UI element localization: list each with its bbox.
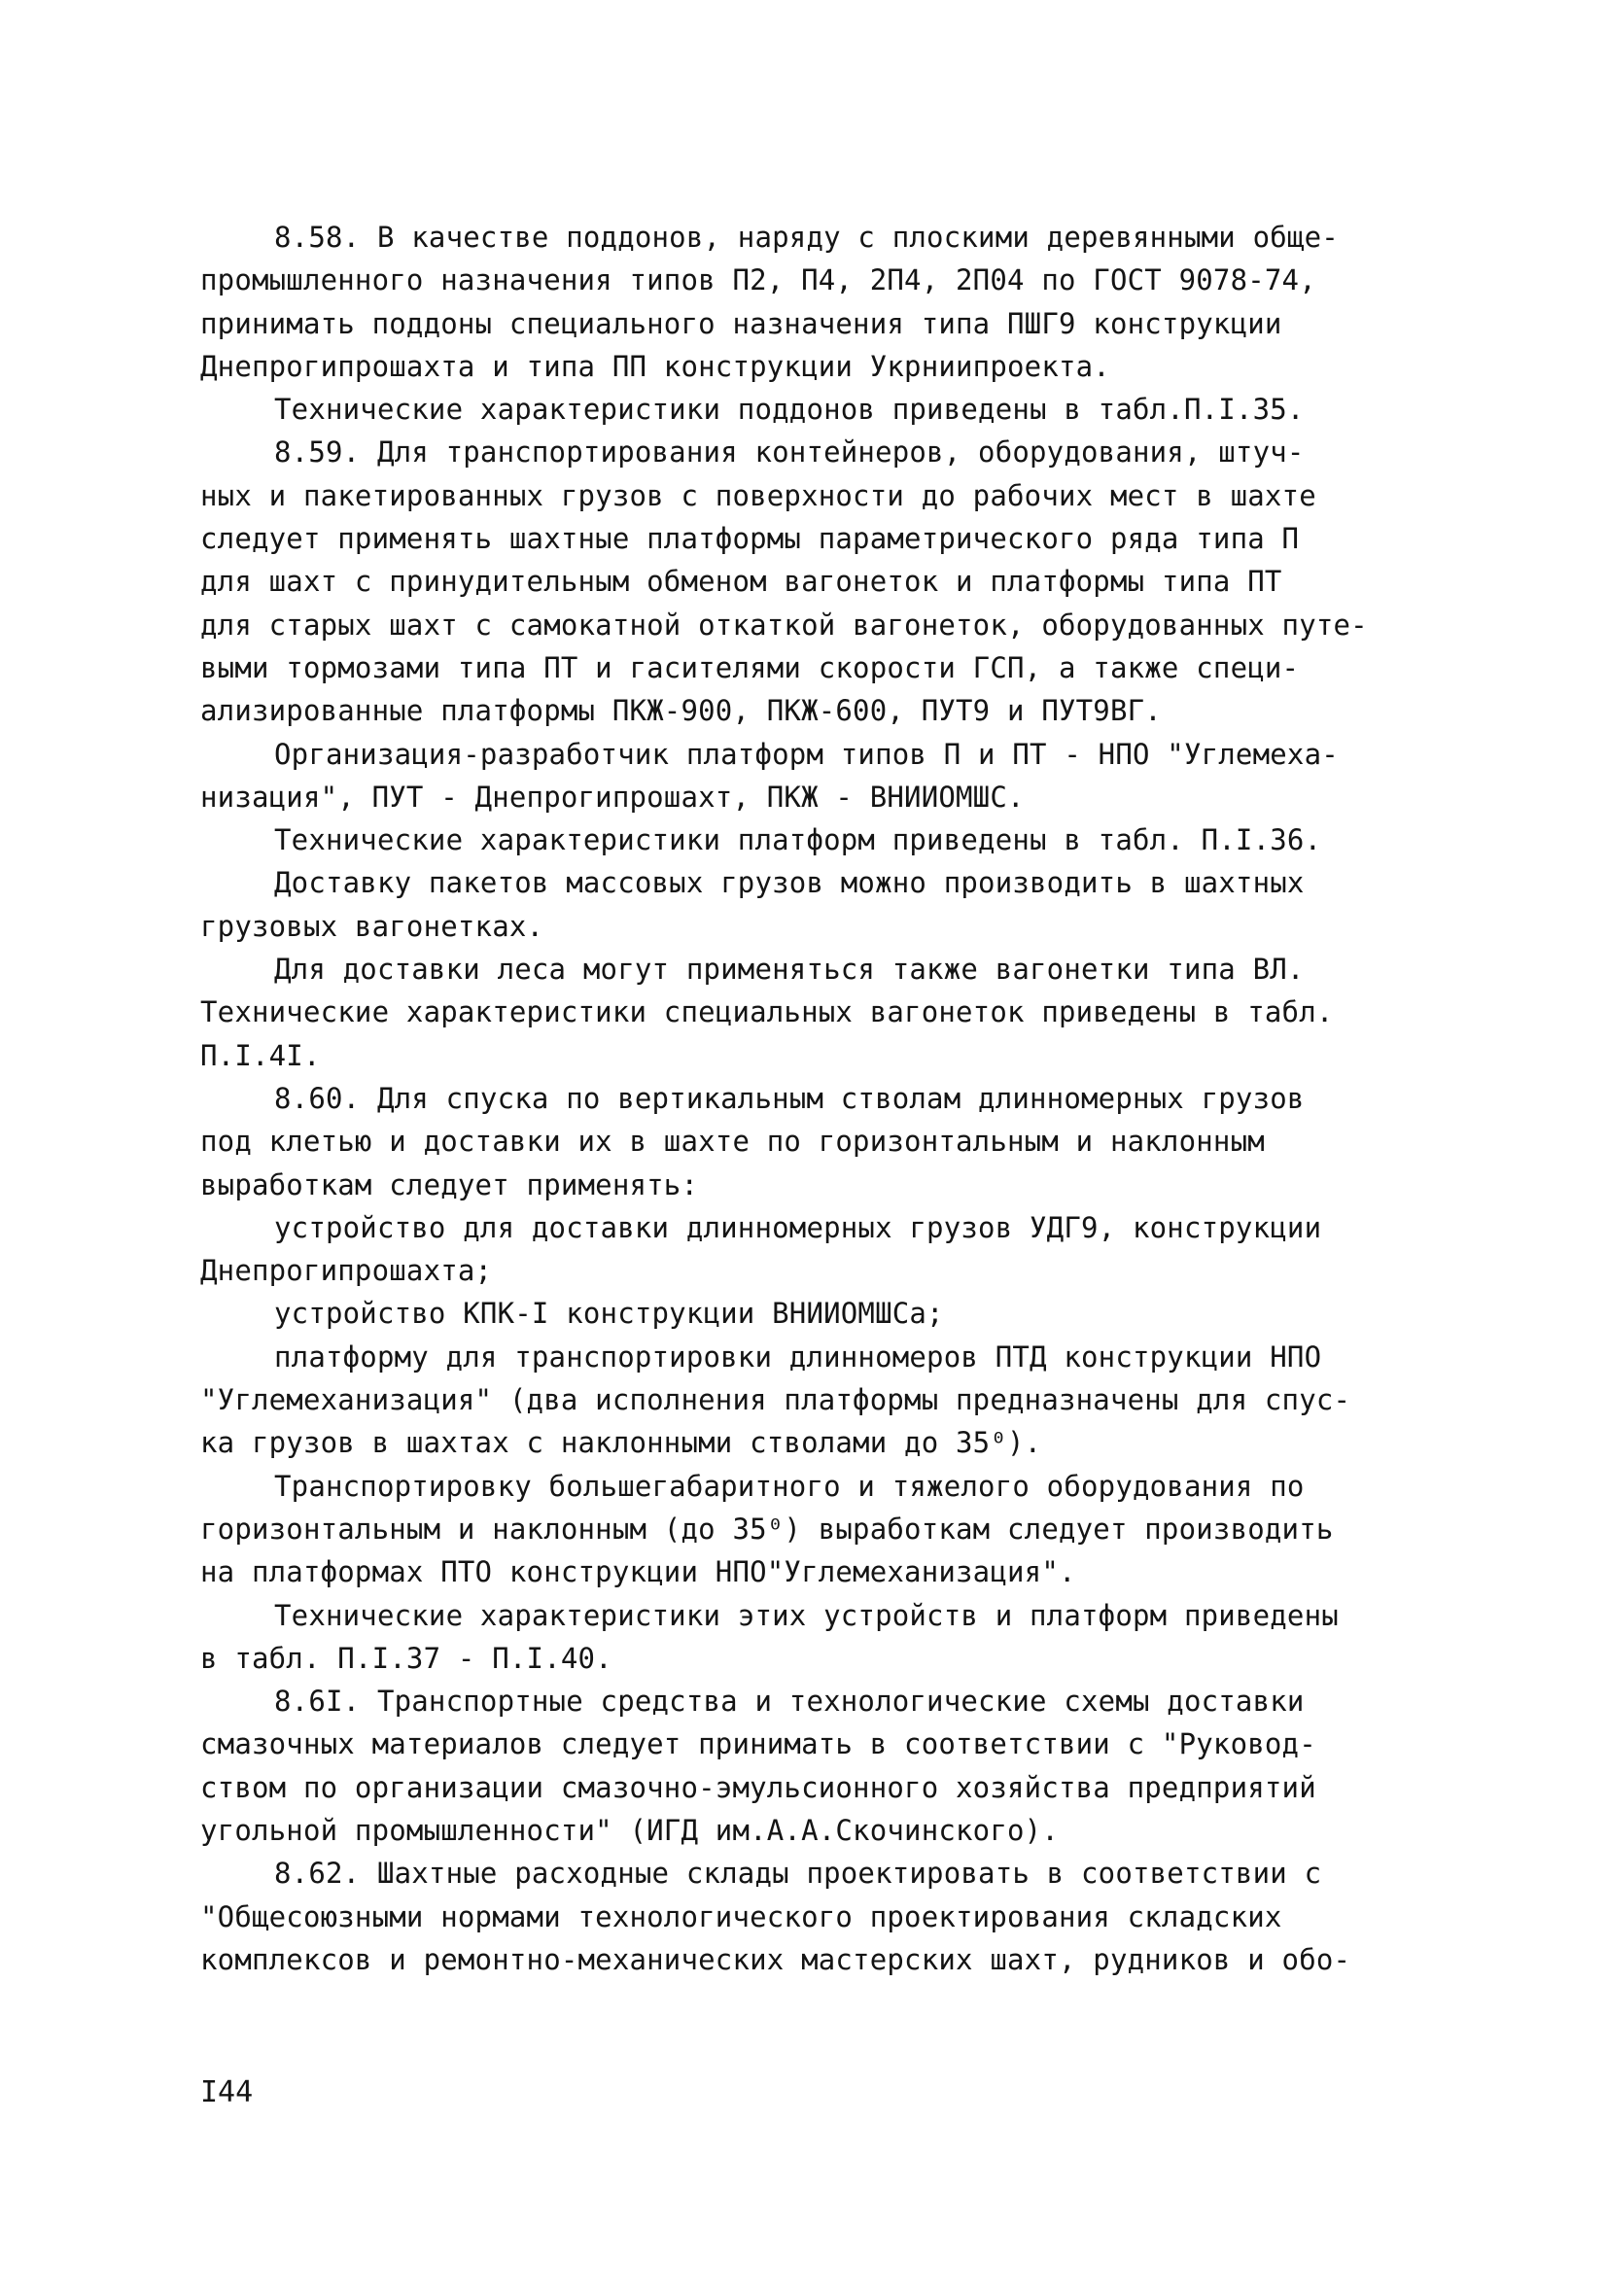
text-line: Доставку пакетов массовых грузов можно производить в шахтных	[274, 866, 1305, 900]
text-line: 8.62. Шахтные расходные склады проектировать в соответствии с	[274, 1857, 1322, 1891]
text-line: Днепрогипрошахта;	[200, 1254, 493, 1288]
text-line: устройство для доставки длинномерных грузов УДГ9, конструкции	[274, 1210, 1322, 1244]
text-line: выми тормозами типа ПТ и гасителями скорости ГСП, а также специ-	[200, 650, 1300, 684]
text-line: Транспортировку большегабаритного и тяжелого оборудования по	[274, 1469, 1305, 1503]
text-line: ством по организации смазочно-эмульсионного хозяйства предприятий	[200, 1770, 1316, 1804]
text-line: под клетью и доставки их в шахте по горизонтальным и наклонным	[200, 1125, 1265, 1159]
text-line: следует применять шахтные платформы параметрического ряда типа П	[200, 522, 1300, 556]
text-line: в табл. П.I.37 - П.I.40.	[200, 1641, 612, 1675]
text-line: "Углемеханизация" (два исполнения платформы предназначены для спус-	[200, 1383, 1351, 1417]
text-line: П.I.4I.	[200, 1038, 321, 1072]
text-line: 8.59. Для транспортирования контейнеров, оборудования, штуч-	[274, 435, 1305, 470]
text-line: низация", ПУТ - Днепрогипрошахт, ПКЖ - ВНИИОМШС.	[200, 780, 1025, 814]
text-line: устройство КПК-I конструкции ВНИИОМШСа;	[274, 1297, 944, 1331]
text-line: Днепрогипрошахта и типа ПП конструкции Укрниипроекта.	[200, 349, 1110, 383]
text-line: угольной промышленности" (ИГД им.А.А.Скочинского).	[200, 1813, 1059, 1847]
text-line: ка грузов в шахтах с наклонными стволами до 35⁰).	[200, 1426, 1042, 1460]
text-line: ализированные платформы ПКЖ-900, ПКЖ-600, ПУТ9 и ПУТ9ВГ.	[200, 694, 1162, 728]
text-line: Технические характеристики специальных вагонеток приведены в табл.	[200, 995, 1334, 1029]
text-line: Технические характеристики платформ приведены в табл. П.I.36.	[274, 823, 1322, 857]
text-line: Для доставки леса могут применяться также вагонетки типа ВЛ.	[274, 953, 1305, 987]
text-line: платформу для транспортировки длинномеров ПТД конструкции НПО	[274, 1339, 1322, 1374]
text-line: "Общесоюзными нормами технологического проектирования складских	[200, 1899, 1282, 1933]
text-line: комплексов и ремонтно-механических мастерских шахт, рудников и обо-	[200, 1942, 1351, 1976]
page-number: I44	[200, 2075, 254, 2109]
text-line: 8.60. Для спуска по вертикальным стволам длинномерных грузов	[274, 1081, 1305, 1115]
text-line: Технические характеристики этих устройств и платформ приведены	[274, 1598, 1339, 1632]
text-line: принимать поддоны специального назначения типа ПШГ9 конструкции	[200, 306, 1282, 340]
text-line: 8.6I. Транспортные средства и технологические схемы доставки	[274, 1685, 1305, 1719]
text-line: для старых шахт с самокатной откаткой вагонеток, оборудованных путе-	[200, 608, 1368, 642]
body-text	[200, 216, 1454, 1981]
text-line: промышленного назначения типов П2, П4, 2П4, 2П04 по ГОСТ 9078-74,	[200, 263, 1316, 297]
text-line: горизонтальным и наклонным (до 35⁰) выработкам следует производить	[200, 1512, 1334, 1546]
text-line: смазочных материалов следует принимать в соответствии с "Руковод-	[200, 1727, 1316, 1761]
text-line: Технические характеристики поддонов приведены в табл.П.I.35.	[274, 393, 1305, 427]
text-line: Организация-разработчик платформ типов П и ПТ - НПО "Углемеха-	[274, 737, 1339, 771]
text-line: на платформах ПТО конструкции НПО"Углемеханизация".	[200, 1555, 1076, 1589]
text-line: 8.58. В качестве поддонов, наряду с плоскими деревянными обще-	[274, 221, 1339, 254]
text-line: ных и пакетированных грузов с поверхности до рабочих мест в шахте	[200, 478, 1316, 512]
text-line: для шахт с принудительным обменом вагонеток и платформы типа ПТ	[200, 565, 1282, 599]
text-line: грузовых вагонетках.	[200, 909, 544, 943]
text-line: выработкам следует применять:	[200, 1167, 699, 1201]
